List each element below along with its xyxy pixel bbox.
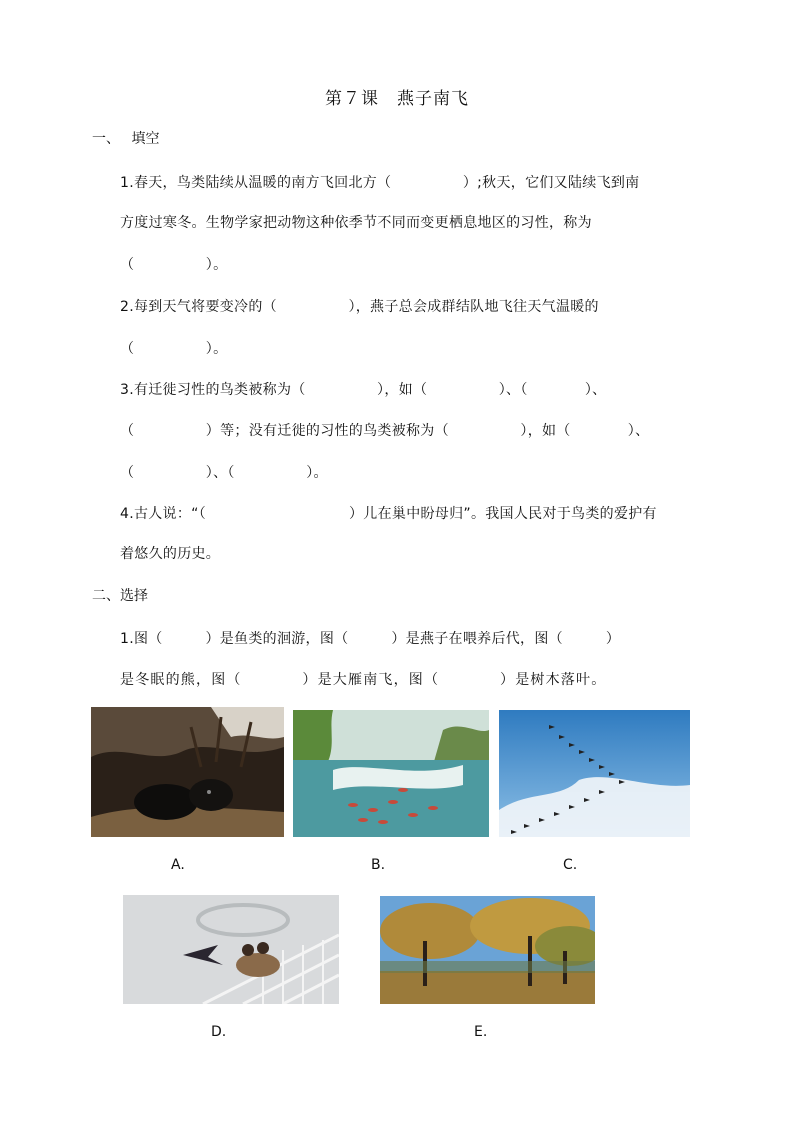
question-line: 2.每到天气将要变冷的（ ），燕子总会成群结队地飞往天气温暖的	[120, 299, 599, 315]
question-line: （ ）。	[120, 341, 228, 357]
question-line: （ ）。	[120, 257, 228, 273]
flying-geese-photo	[499, 710, 690, 837]
question-line: 1.图（ ）是鱼类的洄游，图（ ）是燕子在喂养后代，图（ ）	[120, 631, 621, 647]
question-line: 3.有迁徙习性的鸟类被称为（ ），如（ ）、（ ）、	[120, 382, 607, 398]
autumn-trees-photo	[380, 896, 595, 1004]
image-caption-d: D.	[211, 1024, 227, 1040]
question-line: （ ）、（ ）。	[120, 465, 328, 481]
salmon-river-photo	[293, 710, 489, 837]
question-line: 方度过寒冬。生物学家把动物这种依季节不同而变更栖息地区的习性，称为	[120, 215, 592, 231]
page-title: 第７课 燕子南飞	[325, 89, 469, 109]
image-caption-c: C.	[563, 857, 578, 873]
question-line: 1.春天，鸟类陆续从温暖的南方飞回北方（ ）;秋天，它们又陆续飞到南	[120, 175, 640, 191]
section-heading-fill-blank: 一、 填空	[92, 131, 160, 147]
question-line: 4.古人说：“（ ）儿在巢中盼母归”。我国人民对于鸟类的爱护有	[120, 506, 657, 522]
hibernating-bears-photo	[91, 707, 284, 837]
question-line: 着悠久的历史。	[120, 546, 221, 562]
image-caption-b: B.	[371, 857, 386, 873]
swallow-nest-photo	[123, 895, 339, 1004]
section-heading-choice: 二、选择	[92, 588, 148, 604]
image-caption-a: A.	[171, 857, 185, 873]
question-line: 是冬眠的熊，图（ ）是大雁南飞，图（ ）是树木落叶。	[120, 672, 607, 688]
question-line: （ ）等；没有迁徙的习性的鸟类被称为（ ），如（ ）、	[120, 423, 650, 439]
image-caption-e: E.	[474, 1024, 488, 1040]
